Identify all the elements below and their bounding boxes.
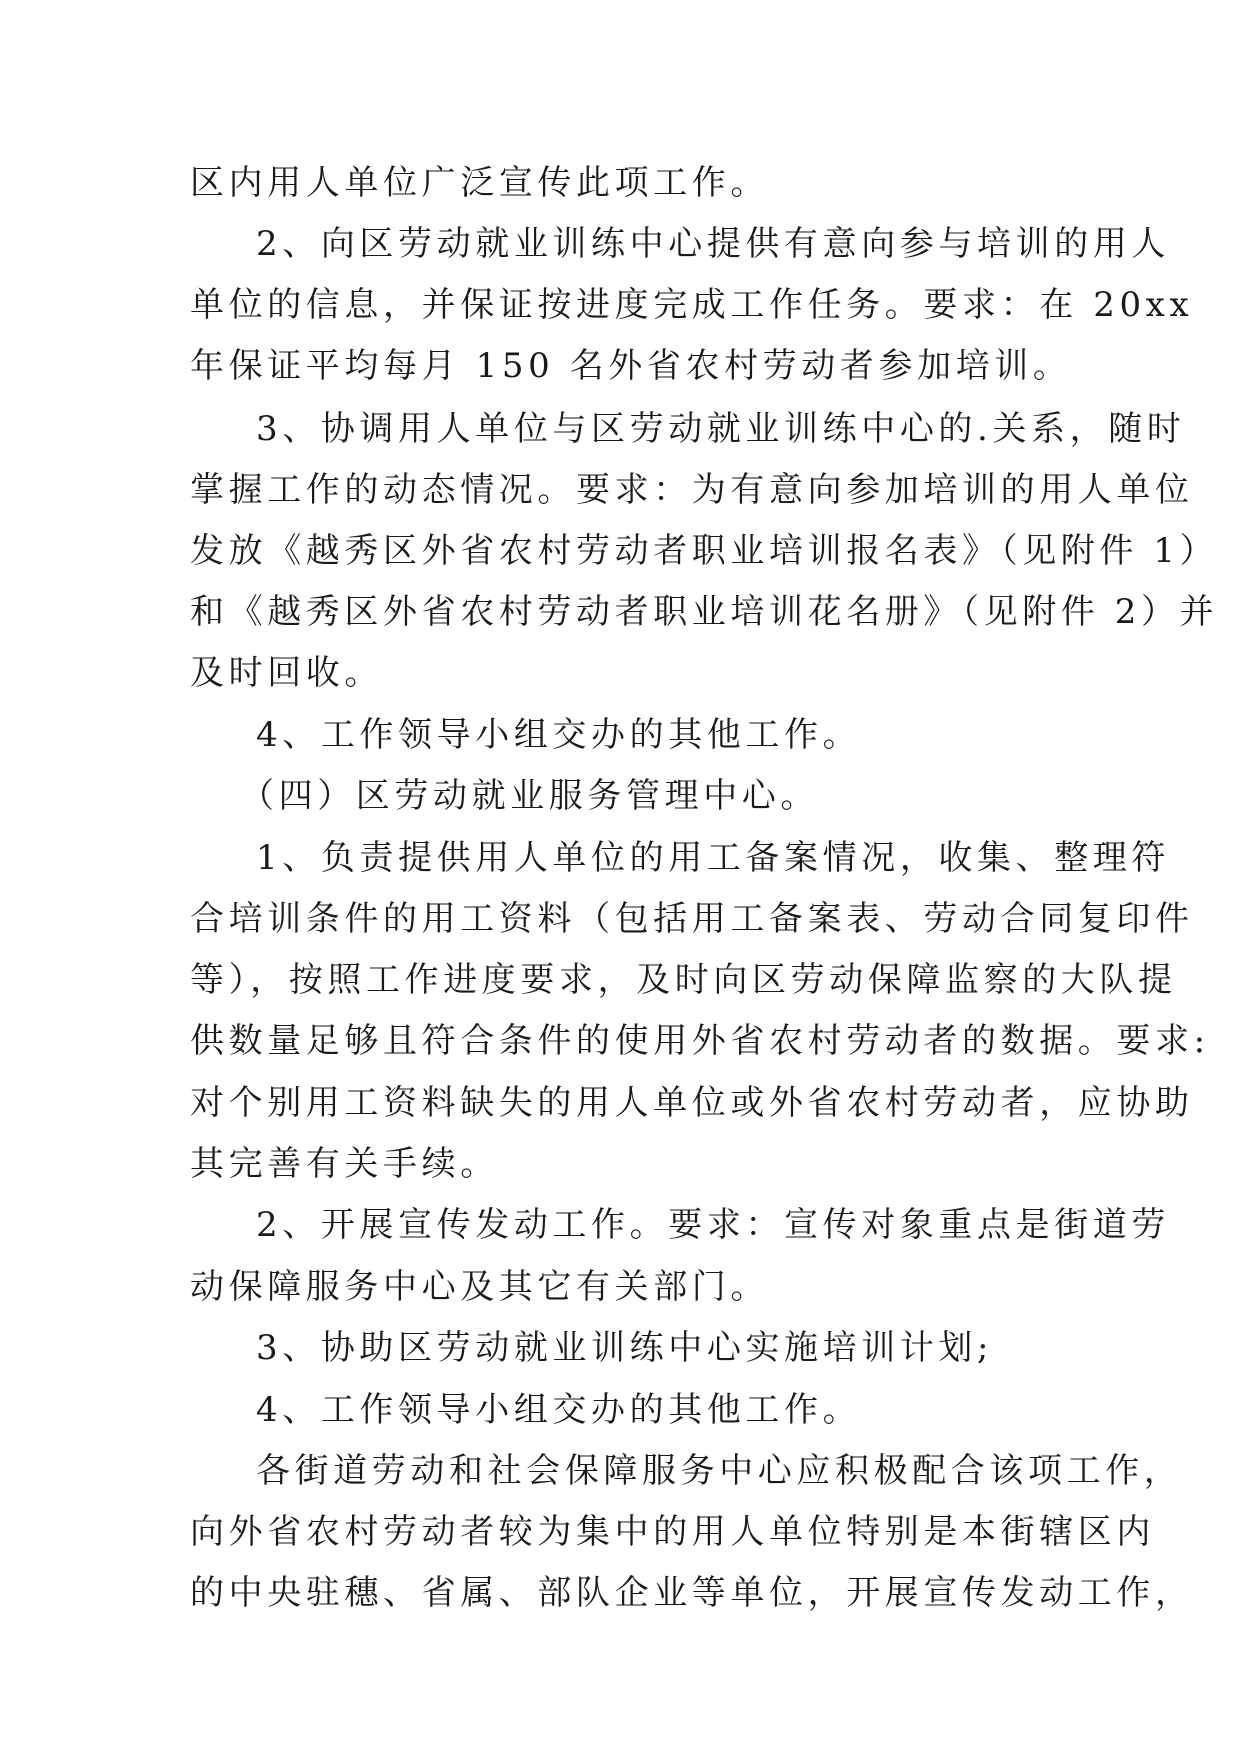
paragraph-line: 2、开展宣传发动工作。要求：宣传对象重点是街道劳 [256, 1205, 1171, 1245]
paragraph-line: 区内用人单位广泛宣传此项工作。 [190, 163, 769, 203]
section-heading: （四）区劳动就业服务管理中心。 [240, 776, 819, 816]
paragraph-line: 等），按照工作进度要求，及时向区劳动保障监察的大队提 [190, 960, 1177, 1000]
paragraph-line: 其完善有关手续。 [190, 1144, 499, 1184]
paragraph-line: 向外省农村劳动者较为集中的用人单位特别是本街辖区内 [190, 1512, 1155, 1552]
paragraph-line: 和《越秀区外省农村劳动者职业培训花名册》（见附件 2）并 [190, 592, 1219, 632]
paragraph-line: 年保证平均每月 150 名外省农村劳动者参加培训。 [190, 346, 1072, 386]
paragraph-line: 及时回收。 [190, 653, 383, 693]
paragraph-line: 的中央驻穗、省属、部队企业等单位，开展宣传发动工作， [190, 1573, 1194, 1613]
paragraph-line: 4、工作领导小组交办的其他工作。 [256, 715, 862, 755]
paragraph-line: 发放《越秀区外省农村劳动者职业培训报名表》（见附件 1） [190, 531, 1219, 571]
paragraph-line: 3、协调用人单位与区劳动就业训练中心的.关系，随时 [256, 409, 1186, 449]
paragraph-line: 各街道劳动和社会保障服务中心应积极配合该项工作， [256, 1451, 1183, 1491]
paragraph-line: 掌握工作的动态情况。要求：为有意向参加培训的用人单位 [190, 470, 1194, 510]
paragraph-line: 对个别用工资料缺失的用人单位或外省农村劳动者，应协助 [190, 1083, 1194, 1123]
paragraph-line: 3、协助区劳动就业训练中心实施培训计划; [256, 1328, 994, 1368]
paragraph-line: 供数量足够且符合条件的使用外省农村劳动者的数据。要求: [190, 1021, 1210, 1061]
paragraph-line: 单位的信息，并保证按进度完成工作任务。要求：在 20xx [190, 285, 1194, 325]
paragraph-line: 动保障服务中心及其它有关部门。 [190, 1267, 769, 1307]
paragraph-line: 1、负责提供用人单位的用工备案情况，收集、整理符 [256, 838, 1171, 878]
paragraph-line: 合培训条件的用工资料（包括用工备案表、劳动合同复印件 [190, 899, 1194, 939]
paragraph-line: 2、向区劳动就业训练中心提供有意向参与培训的用人 [256, 224, 1171, 264]
paragraph-line: 4、工作领导小组交办的其他工作。 [256, 1390, 862, 1430]
